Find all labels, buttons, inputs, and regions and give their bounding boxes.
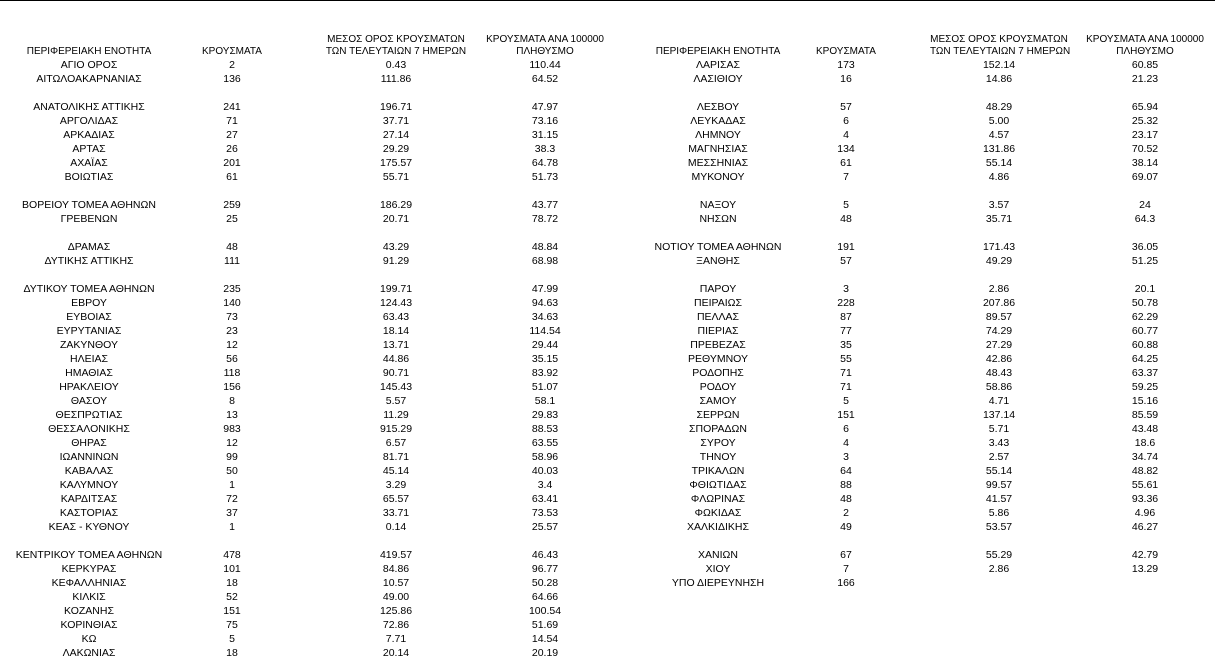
avg7-cell: 99.57: [985, 479, 1013, 491]
cases-cell: 48: [226, 241, 238, 253]
cases-cell: 5: [843, 199, 849, 211]
per100k-cell: 51.07: [531, 381, 559, 393]
region-cell: ΛΗΜΝΟΥ: [695, 129, 741, 141]
avg7-cell: 48.43: [985, 367, 1013, 379]
avg7-cell: 89.57: [985, 311, 1013, 323]
region-cell: ΝΑΞΟΥ: [699, 199, 737, 211]
cases-cell: 6: [843, 423, 849, 435]
cases-cell: 8: [229, 395, 235, 407]
region-cell: ΔΥΤΙΚΗΣ ΑΤΤΙΚΗΣ: [44, 255, 134, 267]
region-cell: ΦΘΙΩΤΙΔΑΣ: [689, 479, 747, 491]
avg7-cell: 20.14: [382, 647, 410, 659]
per100k-cell: 69.07: [1131, 171, 1159, 183]
per100k-cell: 43.48: [1131, 423, 1159, 435]
region-cell: ΛΑΡΙΣΑΣ: [696, 59, 740, 71]
avg7-cell: 2.57: [988, 451, 1010, 463]
per100k-cell: 21.23: [1131, 73, 1159, 85]
per100k-cell: 58.96: [531, 451, 559, 463]
cases-cell: 71: [840, 367, 852, 379]
per100k-cell: 29.44: [531, 339, 559, 351]
region-cell: ΑΧΑΪΑΣ: [70, 157, 108, 169]
avg7-cell: 74.29: [985, 325, 1013, 337]
per100k-cell: 4.96: [1134, 507, 1156, 519]
cases-cell: 4: [843, 129, 849, 141]
region-cell: ΗΛΕΙΑΣ: [69, 353, 108, 365]
per100k-cell: 63.41: [531, 493, 559, 505]
region-cell: ΚΑΡΔΙΤΣΑΣ: [60, 493, 118, 505]
per100k-cell: 63.37: [1131, 367, 1159, 379]
region-cell: ΕΒΡΟΥ: [71, 297, 107, 309]
region-cell: ΙΩΑΝΝΙΝΩΝ: [59, 451, 119, 463]
avg7-cell: 111.86: [380, 73, 412, 85]
cases-cell: 1: [229, 479, 235, 491]
region-cell: ΒΟΙΩΤΙΑΣ: [64, 171, 114, 183]
region-cell: ΞΑΝΘΗΣ: [696, 255, 740, 267]
per100k-cell: 34.63: [531, 311, 559, 323]
cases-cell: 18: [226, 647, 238, 659]
avg7-cell: 175.57: [379, 157, 413, 169]
region-cell: ΡΕΘΥΜΝΟΥ: [687, 353, 748, 365]
cases-cell: 72: [226, 493, 238, 505]
cases-cell: 5: [229, 633, 235, 645]
per100k-cell: 20.19: [531, 647, 559, 659]
per100k-cell: 65.94: [1131, 101, 1159, 113]
region-cell: ΚΕΑΣ - ΚΥΘΝΟΥ: [48, 521, 130, 533]
avg7-cell: 3.29: [385, 479, 407, 491]
region-cell: ΣΥΡΟΥ: [700, 437, 736, 449]
per100k-cell: 94.63: [531, 297, 559, 309]
cases-cell: 52: [226, 591, 238, 603]
cases-cell: 259: [223, 199, 241, 211]
region-cell: ΠΑΡΟΥ: [699, 283, 737, 295]
header-per100k: ΚΡΟΥΣΜΑΤΑ ΑΝΑ 100000 ΠΛΗΘΥΣΜΟ: [486, 34, 604, 57]
region-cell: ΑΡΤΑΣ: [72, 143, 106, 155]
cases-cell: 101: [223, 563, 241, 575]
per100k-cell: 48.84: [531, 241, 559, 253]
avg7-cell: 18.14: [382, 325, 410, 337]
region-cell: ΘΕΣΠΡΩΤΙΑΣ: [55, 409, 123, 421]
header-avg7: ΜΕΣΟΣ ΟΡΟΣ ΚΡΟΥΣΜΑΤΩΝ ΤΩΝ ΤΕΛΕΥΤΑΙΩΝ 7 ΗΜΕΡΩΝ: [930, 34, 1071, 57]
per100k-cell: 36.05: [1131, 241, 1159, 253]
per100k-cell: 83.92: [531, 367, 559, 379]
avg7-cell: 49.29: [985, 255, 1013, 267]
avg7-cell: 53.57: [985, 521, 1013, 533]
per100k-cell: 23.17: [1131, 129, 1159, 141]
avg7-cell: 915.29: [379, 423, 413, 435]
cases-cell: 7: [843, 171, 849, 183]
avg7-cell: 37.71: [382, 115, 410, 127]
per100k-cell: 48.82: [1131, 465, 1159, 477]
cases-cell: 75: [226, 619, 238, 631]
cases-cell: 4: [843, 437, 849, 449]
avg7-cell: 0.43: [385, 59, 407, 71]
avg7-cell: 27.14: [382, 129, 410, 141]
avg7-cell: 10.57: [382, 577, 410, 589]
cases-cell: 23: [226, 325, 238, 337]
header-region: ΠΕΡΙΦΕΡΕΙΑΚΗ ΕΝΟΤΗΤΑ: [26, 46, 152, 57]
cases-cell: 13: [226, 409, 238, 421]
header-avg7: ΜΕΣΟΣ ΟΡΟΣ ΚΡΟΥΣΜΑΤΩΝ ΤΩΝ ΤΕΛΕΥΤΑΙΩΝ 7 ΗΜΕΡΩΝ: [325, 34, 467, 57]
avg7-cell: 0.14: [385, 521, 407, 533]
cases-cell: 61: [840, 157, 852, 169]
cases-cell: 151: [837, 409, 855, 421]
avg7-cell: 196.71: [379, 101, 413, 113]
region-cell: ΑΡΓΟΛΙΔΑΣ: [59, 115, 119, 127]
region-cell: ΡΟΔΟΥ: [699, 381, 737, 393]
avg7-cell: 91.29: [382, 255, 410, 267]
avg7-cell: 63.43: [382, 311, 410, 323]
region-cell: ΣΠΟΡΑΔΩΝ: [689, 423, 747, 435]
avg7-cell: 49.00: [382, 591, 410, 603]
per100k-cell: 43.77: [531, 199, 559, 211]
per100k-cell: 70.52: [1131, 143, 1159, 155]
cases-cell: 6: [843, 115, 849, 127]
avg7-cell: 6.57: [385, 437, 407, 449]
per100k-cell: 51.25: [1131, 255, 1159, 267]
cases-cell: 201: [223, 157, 241, 169]
per100k-cell: 114.54: [529, 325, 561, 337]
avg7-cell: 29.29: [382, 143, 410, 155]
region-cell: ΘΗΡΑΣ: [71, 437, 107, 449]
region-cell: ΠΡΕΒΕΖΑΣ: [690, 339, 746, 351]
per100k-cell: 14.54: [531, 633, 559, 645]
avg7-cell: 152.14: [982, 59, 1016, 71]
per100k-cell: 88.53: [531, 423, 559, 435]
cases-cell: 57: [840, 101, 852, 113]
avg7-cell: 27.29: [985, 339, 1013, 351]
per100k-cell: 35.15: [531, 353, 559, 365]
region-cell: ΜΥΚΟΝΟΥ: [691, 171, 745, 183]
region-cell: ΘΕΣΣΑΛΟΝΙΚΗΣ: [48, 423, 130, 435]
cases-cell: 228: [837, 297, 855, 309]
region-cell: ΒΟΡΕΙΟΥ ΤΟΜΕΑ ΑΘΗΝΩΝ: [22, 199, 156, 211]
region-cell: ΧΑΝΙΩΝ: [698, 549, 738, 561]
avg7-cell: 55.29: [985, 549, 1013, 561]
cases-cell: 71: [226, 115, 238, 127]
per100k-cell: 78.72: [531, 213, 559, 225]
avg7-cell: 44.86: [382, 353, 410, 365]
per100k-cell: 93.36: [1131, 493, 1159, 505]
region-cell: ΚΑΒΑΛΑΣ: [64, 465, 114, 477]
region-cell: ΑΓΙΟ ΟΡΟΣ: [60, 59, 118, 71]
cases-cell: 166: [837, 577, 855, 589]
avg7-cell: 65.57: [382, 493, 410, 505]
region-cell: ΚΕΝΤΡΙΚΟΥ ΤΟΜΕΑ ΑΘΗΝΩΝ: [15, 549, 163, 561]
cases-cell: 7: [843, 563, 849, 575]
region-cell: ΜΑΓΝΗΣΙΑΣ: [688, 143, 748, 155]
per100k-cell: 64.25: [1131, 353, 1159, 365]
per100k-cell: 100.54: [528, 605, 562, 617]
per100k-cell: 15.16: [1131, 395, 1159, 407]
region-cell: ΔΥΤΙΚΟΥ ΤΟΜΕΑ ΑΘΗΝΩΝ: [23, 283, 155, 295]
cases-cell: 2: [229, 59, 235, 71]
region-cell: ΝΟΤΙΟΥ ΤΟΜΕΑ ΑΘΗΝΩΝ: [654, 241, 782, 253]
header-cases: ΚΡΟΥΣΜΑΤΑ: [202, 46, 262, 57]
per100k-cell: 73.16: [531, 115, 559, 127]
per100k-cell: 59.25: [1131, 381, 1159, 393]
avg7-cell: 5.71: [988, 423, 1010, 435]
region-cell: ΗΜΑΘΙΑΣ: [65, 367, 113, 379]
avg7-cell: 72.86: [382, 619, 410, 631]
cases-cell: 12: [226, 339, 238, 351]
region-cell: ΠΙΕΡΙΑΣ: [697, 325, 739, 337]
avg7-cell: 90.71: [382, 367, 410, 379]
per100k-cell: 68.98: [531, 255, 559, 267]
cases-cell: 49: [840, 521, 852, 533]
per100k-cell: 50.78: [1131, 297, 1159, 309]
per100k-cell: 31.15: [531, 129, 559, 141]
per100k-cell: 63.55: [531, 437, 559, 449]
header-cases: ΚΡΟΥΣΜΑΤΑ: [816, 46, 876, 57]
per100k-cell: 64.78: [531, 157, 559, 169]
region-cell: ΑΡΚΑΔΙΑΣ: [63, 129, 115, 141]
region-cell: ΤΗΝΟΥ: [699, 451, 737, 463]
avg7-cell: 55.71: [382, 171, 410, 183]
per100k-cell: 47.97: [531, 101, 559, 113]
region-cell: ΚΟΖΑΝΗΣ: [64, 605, 114, 617]
region-cell: ΤΡΙΚΑΛΩΝ: [691, 465, 745, 477]
region-cell: ΛΑΣΙΘΙΟΥ: [693, 73, 743, 85]
cases-cell: 3: [843, 283, 849, 295]
per100k-cell: 34.74: [1131, 451, 1159, 463]
cases-cell: 35: [840, 339, 852, 351]
cases-cell: 12: [226, 437, 238, 449]
per100k-cell: 73.53: [531, 507, 559, 519]
region-cell: ΚΙΛΚΙΣ: [72, 591, 106, 603]
cases-cell: 18: [226, 577, 238, 589]
cases-cell: 57: [840, 255, 852, 267]
per100k-cell: 25.32: [1131, 115, 1159, 127]
cases-cell: 88: [840, 479, 852, 491]
per100k-cell: 64.3: [1134, 213, 1156, 225]
cases-cell: 140: [223, 297, 241, 309]
per100k-cell: 29.83: [531, 409, 559, 421]
region-cell: ΑΝΑΤΟΛΙΚΗΣ ΑΤΤΙΚΗΣ: [33, 101, 145, 113]
cases-cell: 191: [837, 241, 855, 253]
avg7-cell: 5.86: [988, 507, 1010, 519]
region-cell: ΚΑΛΥΜΝΟΥ: [59, 479, 119, 491]
region-cell: ΦΩΚΙΔΑΣ: [694, 507, 742, 519]
per100k-cell: 55.61: [1131, 479, 1159, 491]
per100k-cell: 58.1: [534, 395, 556, 407]
avg7-cell: 207.86: [982, 297, 1016, 309]
avg7-cell: 131.86: [982, 143, 1016, 155]
cases-cell: 3: [843, 451, 849, 463]
avg7-cell: 4.71: [988, 395, 1010, 407]
region-cell: ΑΙΤΩΛΟΑΚΑΡΝΑΝΙΑΣ: [36, 73, 142, 85]
cases-cell: 48: [840, 493, 852, 505]
cases-cell: 99: [226, 451, 238, 463]
region-cell: ΧΑΛΚΙΔΙΚΗΣ: [687, 521, 749, 533]
cases-cell: 134: [837, 143, 855, 155]
per100k-cell: 40.03: [531, 465, 559, 477]
avg7-cell: 145.43: [379, 381, 413, 393]
region-cell: ΧΙΟΥ: [705, 563, 731, 575]
per100k-cell: 60.77: [1131, 325, 1159, 337]
avg7-cell: 5.00: [988, 115, 1010, 127]
avg7-cell: 419.57: [379, 549, 413, 561]
avg7-cell: 43.29: [382, 241, 410, 253]
region-cell: ΠΕΙΡΑΙΩΣ: [694, 297, 742, 309]
cases-cell: 67: [840, 549, 852, 561]
region-cell: ΣΕΡΡΩΝ: [696, 409, 740, 421]
cases-cell: 48: [840, 213, 852, 225]
cases-cell: 1: [229, 521, 235, 533]
avg7-cell: 3.43: [988, 437, 1010, 449]
avg7-cell: 33.71: [382, 507, 410, 519]
cases-cell: 16: [840, 73, 852, 85]
per100k-cell: 46.43: [531, 549, 559, 561]
per100k-cell: 50.28: [531, 577, 559, 589]
avg7-cell: 125.86: [379, 605, 413, 617]
cases-cell: 151: [223, 605, 241, 617]
avg7-cell: 11.29: [383, 409, 409, 421]
avg7-cell: 14.86: [985, 73, 1013, 85]
per100k-cell: 25.57: [531, 521, 559, 533]
cases-cell: 173: [837, 59, 855, 71]
cases-cell: 71: [840, 381, 852, 393]
avg7-cell: 13.71: [382, 339, 410, 351]
cases-cell: 25: [226, 213, 238, 225]
cases-cell: 55: [840, 353, 852, 365]
region-cell: ΔΡΑΜΑΣ: [67, 241, 111, 253]
avg7-cell: 124.43: [379, 297, 413, 309]
cases-cell: 64: [840, 465, 852, 477]
avg7-cell: 55.14: [985, 157, 1013, 169]
avg7-cell: 41.57: [985, 493, 1013, 505]
region-cell: ΦΛΩΡΙΝΑΣ: [690, 493, 746, 505]
cases-cell: 2: [843, 507, 849, 519]
per100k-cell: 64.66: [531, 591, 559, 603]
avg7-cell: 186.29: [379, 199, 413, 211]
cases-cell: 61: [226, 171, 238, 183]
region-cell: ΣΑΜΟΥ: [699, 395, 737, 407]
cases-cell: 27: [226, 129, 238, 141]
cases-cell: 241: [223, 101, 241, 113]
avg7-cell: 48.29: [985, 101, 1013, 113]
avg7-cell: 45.14: [382, 465, 410, 477]
per100k-cell: 96.77: [531, 563, 559, 575]
cases-cell: 156: [223, 381, 241, 393]
cases-cell: 118: [223, 367, 241, 379]
header-per100k: ΚΡΟΥΣΜΑΤΑ ΑΝΑ 100000 ΠΛΗΘΥΣΜΟ: [1086, 34, 1204, 57]
avg7-cell: 5.57: [385, 395, 407, 407]
per100k-cell: 60.88: [1131, 339, 1159, 351]
avg7-cell: 42.86: [985, 353, 1013, 365]
per100k-cell: 13.29: [1131, 563, 1159, 575]
region-cell: ΡΟΔΟΠΗΣ: [692, 367, 744, 379]
cases-cell: 50: [226, 465, 238, 477]
header-region: ΠΕΡΙΦΕΡΕΙΑΚΗ ΕΝΟΤΗΤΑ: [655, 46, 781, 57]
region-cell: ΥΠΟ ΔΙΕΡΕΥΝΗΣΗ: [671, 577, 765, 589]
avg7-cell: 58.86: [985, 381, 1013, 393]
per100k-cell: 42.79: [1131, 549, 1159, 561]
per100k-cell: 47.99: [531, 283, 559, 295]
cases-cell: 77: [840, 325, 852, 337]
region-cell: ΛΑΚΩΝΙΑΣ: [62, 647, 116, 659]
cases-cell: 983: [223, 423, 241, 435]
cases-cell: 73: [226, 311, 238, 323]
avg7-cell: 35.71: [985, 213, 1013, 225]
top-rule: [0, 0, 1215, 1]
region-cell: ΕΥΒΟΙΑΣ: [66, 311, 112, 323]
region-cell: ΓΡΕΒΕΝΩΝ: [60, 213, 118, 225]
region-cell: ΚΩ: [81, 633, 97, 645]
avg7-cell: 7.71: [385, 633, 407, 645]
avg7-cell: 81.71: [382, 451, 410, 463]
avg7-cell: 20.71: [382, 213, 410, 225]
avg7-cell: 4.86: [988, 171, 1010, 183]
region-cell: ΛΕΣΒΟΥ: [696, 101, 740, 113]
avg7-cell: 84.86: [382, 563, 410, 575]
region-cell: ΜΕΣΣΗΝΙΑΣ: [687, 157, 749, 169]
per100k-cell: 18.6: [1134, 437, 1156, 449]
avg7-cell: 4.57: [988, 129, 1010, 141]
region-cell: ΚΕΦΑΛΛΗΝΙΑΣ: [51, 577, 127, 589]
per100k-cell: 62.29: [1131, 311, 1159, 323]
cases-cell: 136: [223, 73, 241, 85]
cases-cell: 111: [224, 255, 240, 267]
avg7-cell: 2.86: [988, 283, 1010, 295]
cases-cell: 26: [226, 143, 238, 155]
cases-cell: 37: [226, 507, 238, 519]
per100k-cell: 60.85: [1131, 59, 1159, 71]
region-cell: ΝΗΣΩΝ: [699, 213, 737, 225]
avg7-cell: 171.43: [982, 241, 1016, 253]
per100k-cell: 3.4: [537, 479, 553, 491]
region-cell: ΚΟΡΙΝΘΙΑΣ: [60, 619, 118, 631]
per100k-cell: 64.52: [531, 73, 559, 85]
per100k-cell: 46.27: [1131, 521, 1159, 533]
per100k-cell: 110.44: [529, 59, 561, 71]
per100k-cell: 38.3: [534, 143, 556, 155]
region-cell: ΛΕΥΚΑΔΑΣ: [690, 115, 746, 127]
per100k-cell: 38.14: [1131, 157, 1159, 169]
region-cell: ΖΑΚΥΝΘΟΥ: [59, 339, 118, 351]
cases-cell: 87: [840, 311, 852, 323]
avg7-cell: 199.71: [379, 283, 413, 295]
cases-cell: 478: [223, 549, 241, 561]
per100k-cell: 51.73: [531, 171, 559, 183]
cases-cell: 5: [843, 395, 849, 407]
avg7-cell: 55.14: [985, 465, 1013, 477]
avg7-cell: 137.14: [982, 409, 1016, 421]
region-cell: ΘΑΣΟΥ: [70, 395, 108, 407]
avg7-cell: 2.86: [988, 563, 1010, 575]
cases-cell: 235: [223, 283, 241, 295]
region-cell: ΚΑΣΤΟΡΙΑΣ: [59, 507, 119, 519]
per100k-cell: 85.59: [1131, 409, 1159, 421]
region-cell: ΠΕΛΛΑΣ: [696, 311, 740, 323]
region-cell: ΚΕΡΚΥΡΑΣ: [61, 563, 117, 575]
avg7-cell: 3.57: [988, 199, 1010, 211]
region-cell: ΗΡΑΚΛΕΙΟΥ: [59, 381, 119, 393]
region-cell: ΕΥΡΥΤΑΝΙΑΣ: [56, 325, 122, 337]
per100k-cell: 51.69: [531, 619, 559, 631]
cases-cell: 56: [226, 353, 238, 365]
per100k-cell: 24: [1139, 199, 1151, 211]
per100k-cell: 20.1: [1134, 283, 1156, 295]
